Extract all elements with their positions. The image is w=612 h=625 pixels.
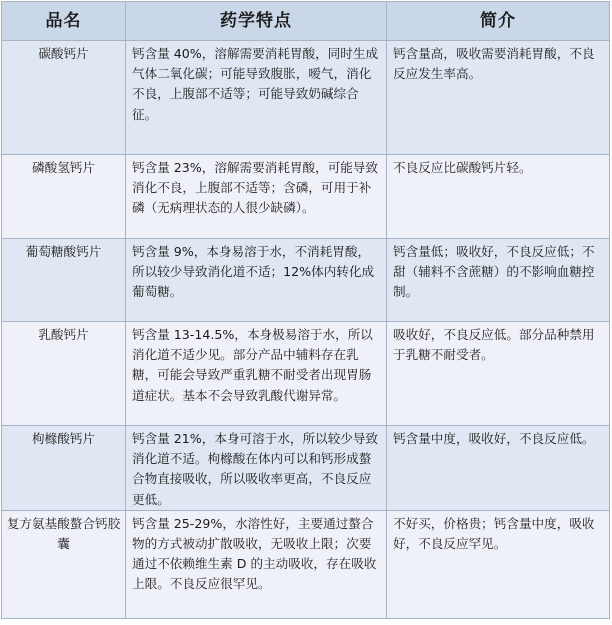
- product-name-cell: 复方氨基酸螯合钙胶囊: [2, 510, 126, 618]
- pharmacology-cell: 钙含量 23%，溶解需要消耗胃酸，可能导致消化不良，上腹部不适等；含磷，可用于补磷（无病理状态的人很少缺磷）。: [126, 155, 387, 239]
- header-pharmacology: 药学特点: [126, 2, 387, 41]
- pharmacology-cell: 钙含量 21%，本身可溶于水，所以较少导致消化道不适。枸橼酸在体内可以和钙形成螯合物直接吸收，所以吸收率更高，不良反应更低。: [126, 426, 387, 511]
- summary-cell: 钙含量中度，吸收好，不良反应低。: [387, 426, 610, 511]
- product-name-cell: 乳酸钙片: [2, 322, 126, 426]
- pharmacology-cell: 钙含量 13-14.5%，本身极易溶于水，所以消化道不适少见。部分产品中辅料存在乳糖，可能会导致严重乳糖不耐受者出现胃肠道症状。基本不会导致乳酸代谢异常。: [126, 322, 387, 426]
- header-product-name: 品名: [2, 2, 126, 41]
- table-row: [2, 155, 610, 239]
- product-name-cell: 枸橼酸钙片: [2, 426, 126, 511]
- table-row: [2, 41, 610, 155]
- table-row: [2, 322, 610, 426]
- calcium-comparison-table-container: [1, 1, 610, 619]
- summary-cell: 不良反应比碳酸钙片轻。: [387, 155, 610, 239]
- product-name-cell: 磷酸氢钙片: [2, 155, 126, 239]
- summary-cell: 钙含量高，吸收需要消耗胃酸，不良反应发生率高。: [387, 41, 610, 155]
- table-header-row: [2, 2, 610, 41]
- table-row: [2, 510, 610, 618]
- header-summary: 简介: [387, 2, 610, 41]
- summary-cell: 不好买，价格贵；钙含量中度，吸收好，不良反应罕见。: [387, 510, 610, 618]
- product-name-cell: 碳酸钙片: [2, 41, 126, 155]
- pharmacology-cell: 钙含量 9%，本身易溶于水，不消耗胃酸，所以较少导致消化道不适；12%体内转化成葡萄糖。: [126, 239, 387, 322]
- summary-cell: 吸收好，不良反应低。部分品种禁用于乳糖不耐受者。: [387, 322, 610, 426]
- table-row: [2, 426, 610, 511]
- calcium-comparison-table: [1, 1, 610, 619]
- product-name-cell: 葡萄糖酸钙片: [2, 239, 126, 322]
- pharmacology-cell: 钙含量 40%，溶解需要消耗胃酸，同时生成气体二氧化碳；可能导致腹胀，嗳气，消化不良，上腹部不适等；可能导致奶碱综合征。: [126, 41, 387, 155]
- pharmacology-cell: 钙含量 25-29%，水溶性好，主要通过螯合物的方式被动扩散吸收，无吸收上限；次要通过不依赖维生素 D 的主动吸收，存在吸收上限。不良反应很罕见。: [126, 510, 387, 618]
- table-row: [2, 239, 610, 322]
- summary-cell: 钙含量低；吸收好，不良反应低；不甜（辅料不含蔗糖）的不影响血糖控制。: [387, 239, 610, 322]
